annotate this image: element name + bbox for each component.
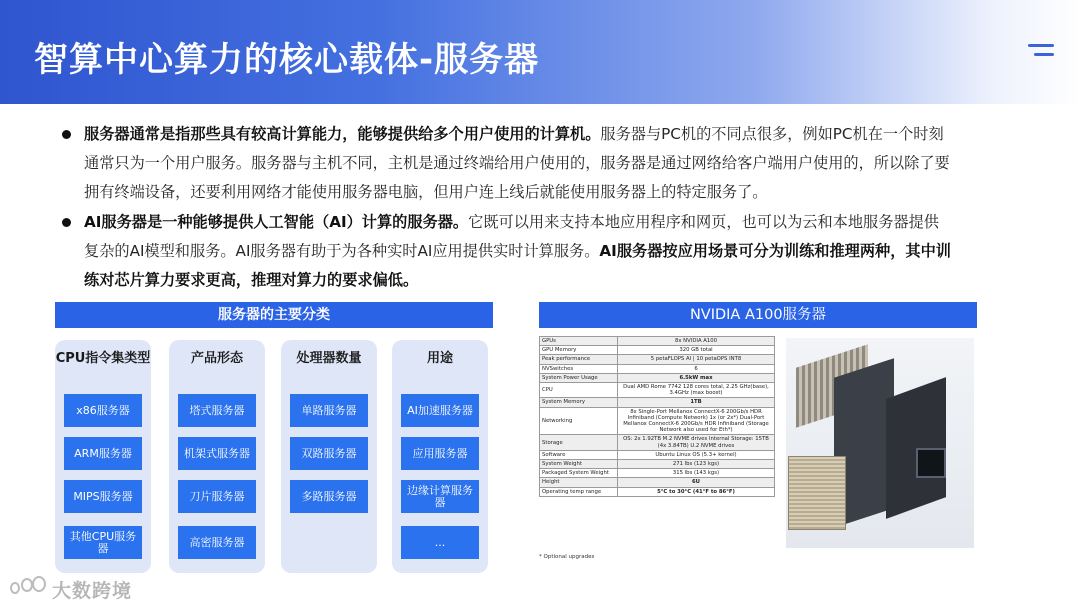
bullet-bold-text: 服务器通常是指那些具有较高计算能力，能够提供给多个用户使用的计算机。 — [84, 125, 601, 143]
spec-key: System Memory — [540, 398, 618, 407]
table-row — [540, 460, 775, 469]
spec-key: System Weight — [540, 460, 618, 469]
classification-cell: x86服务器 — [64, 394, 142, 427]
spec-key: Software — [540, 450, 618, 459]
classification-cell: 高密服务器 — [178, 526, 256, 559]
bullet-list — [62, 120, 954, 296]
classification-cell: 机架式服务器 — [178, 437, 256, 470]
classification-cell: MIPS服务器 — [64, 480, 142, 513]
spec-value: 8x Single-Port Mellanox ConnectX-6 200Gb/s HDR Infiniband (Compute Network) 1x (or 2x*) Dual-Port Mellanox ConnectX-6 200Gb/s HDR Infiniband (Storage Network also used for Eth*) — [618, 407, 775, 435]
spec-key: Storage — [540, 435, 618, 450]
spec-key: Peak performance — [540, 355, 618, 364]
spec-key: GPU Memory — [540, 346, 618, 355]
classification-cell: 其他CPU服务器 — [64, 526, 142, 559]
logo-text: 大数跨境 — [52, 580, 133, 602]
spec-value: Ubuntu Linux OS (5.3+ kernel) — [618, 450, 775, 459]
server-classification-panel — [55, 302, 493, 572]
spec-value: OS: 2x 1.92TB M.2 NVME drives Internal Storage: 15TB (4x 3.84TB) U.2 NVME drives — [618, 435, 775, 450]
spec-value: Dual AMD Rome 7742 128 cores total, 2.25 GHz(base), 3.4GHz (max boost) — [618, 383, 775, 398]
classification-cell: AI加速服务器 — [401, 394, 479, 427]
classification-column — [392, 340, 488, 573]
classification-cell: 应用服务器 — [401, 437, 479, 470]
menu-icon[interactable] — [1028, 44, 1054, 64]
table-row — [540, 487, 775, 496]
table-row — [540, 398, 775, 407]
spec-value: 271 lbs (123 kgs) — [618, 460, 775, 469]
spec-table — [539, 336, 775, 497]
spec-value: 5°C to 30°C (41°F to 86°F) — [618, 487, 775, 496]
bullet-text: 它既可以用来支持本地应用程序和网页，也可以为云和本地服务器提供复杂的AI模型和服务。AI服务器有助于为各种实时AI应用提供实时计算服务。 — [84, 213, 939, 260]
classification-column — [55, 340, 151, 573]
page-title: 智算中心算力的核心载体-服务器 — [34, 40, 540, 80]
classification-cell: 边缘计算服务器 — [401, 480, 479, 513]
table-row — [540, 450, 775, 459]
table-row — [540, 478, 775, 487]
a100-title: NVIDIA A100服务器 — [539, 302, 977, 328]
column-title: 用途 — [426, 351, 453, 366]
classification-cell: 刀片服务器 — [178, 480, 256, 513]
table-row — [540, 469, 775, 478]
table-row — [540, 383, 775, 398]
spec-value: 6U — [618, 478, 775, 487]
table-row — [540, 346, 775, 355]
table-row — [540, 435, 775, 450]
spec-value: 6.5kW max — [618, 373, 775, 382]
classification-cell: 单路服务器 — [290, 394, 368, 427]
table-row — [540, 355, 775, 364]
table-row — [540, 364, 775, 373]
table-row — [540, 373, 775, 382]
column-title: CPU指令集类型 — [55, 351, 151, 366]
spec-value: 8x NVIDIA A100 — [618, 337, 775, 346]
classification-cell: ... — [401, 526, 479, 559]
spec-value: 5 petaFLOPS AI | 10 petaOPS INT8 — [618, 355, 775, 364]
spec-key: Operating temp range — [540, 487, 618, 496]
bullet-bold-text: AI服务器是一种能够提供人工智能（AI）计算的服务器。 — [84, 213, 469, 231]
column-title: 产品形态 — [190, 351, 243, 366]
table-row — [540, 337, 775, 346]
classification-title: 服务器的主要分类 — [55, 302, 493, 328]
server-front-panel — [788, 456, 846, 530]
classification-cell: 塔式服务器 — [178, 394, 256, 427]
bullet-bold-text: AI服务器按应用场景可分为训练和推理两种，其中训练对芯片算力要求更高，推理对算力的要求偏低。 — [84, 242, 951, 289]
classification-cell: ARM服务器 — [64, 437, 142, 470]
brand-logo — [8, 572, 148, 602]
classification-column — [281, 340, 377, 573]
spec-value: 6 — [618, 364, 775, 373]
classification-cell: 多路服务器 — [290, 480, 368, 513]
spec-value: 315 lbs (143 kgs) — [618, 469, 775, 478]
spec-value: 320 GB total — [618, 346, 775, 355]
spec-key: GPUs — [540, 337, 618, 346]
spec-key: Packaged System Weight — [540, 469, 618, 478]
classification-cell: 双路服务器 — [290, 437, 368, 470]
column-title: 处理器数量 — [296, 351, 362, 366]
spec-value: 1TB — [618, 398, 775, 407]
bullet-dot-icon — [62, 218, 71, 227]
table-row — [540, 407, 775, 435]
spec-footnote: * Optional upgrades — [539, 554, 595, 560]
spec-key: Networking — [540, 407, 618, 435]
header-banner — [0, 0, 1080, 104]
bullet-dot-icon — [62, 130, 71, 139]
spec-key: NVSwitches — [540, 364, 618, 373]
bullet-text: 服务器与PC机的不同点很多，例如PC机在一个时刻通常只为一个用户服务。服务器与主机不同，主机是通过终端给用户使用的，服务器是通过网络给客户端用户使用的，所以除了要拥有终端设备，还要利用网络才能使用服务器电脑，但用户连上线后就能使用服务器上的特定服务了。 — [84, 125, 950, 201]
spec-key: CPU — [540, 383, 618, 398]
classification-column — [169, 340, 265, 573]
a100-panel — [539, 302, 977, 572]
logo-icon — [10, 576, 48, 598]
server-photo — [786, 338, 974, 548]
spec-key: Height — [540, 478, 618, 487]
bullet-item — [62, 208, 954, 295]
bullet-item — [62, 120, 954, 207]
server-chip-icon — [916, 448, 946, 478]
spec-key: System Power Usage — [540, 373, 618, 382]
